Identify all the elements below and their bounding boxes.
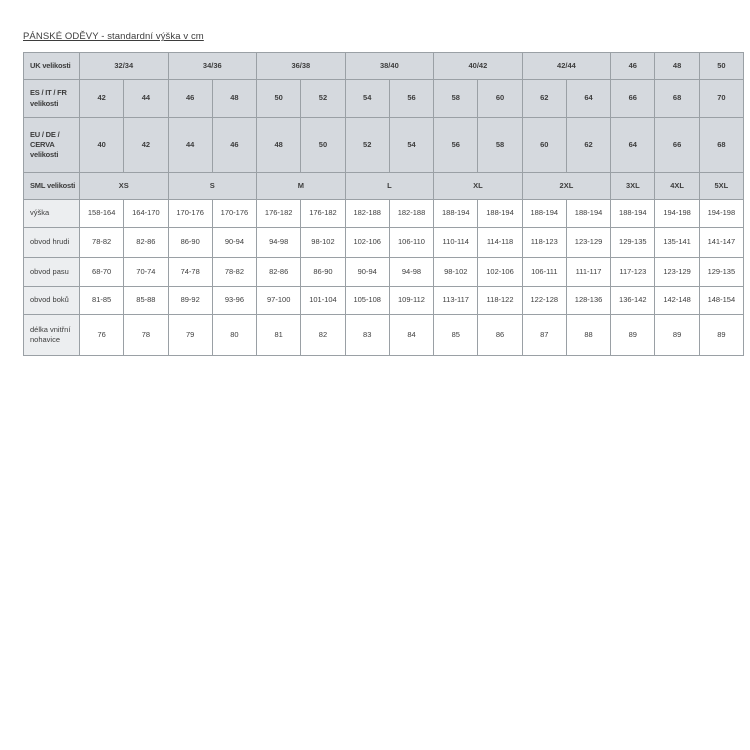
header-value-cell: 40 [80,118,124,173]
header-value-cell: XS [80,173,169,200]
header-value-cell: 44 [124,80,168,118]
value-cell: 135-141 [655,228,699,258]
value-cell: 128-136 [566,287,610,315]
value-cell: 98-102 [301,228,345,258]
value-cell: 68-70 [80,258,124,287]
value-cell: 85-88 [124,287,168,315]
header-value-cell: L [345,173,434,200]
value-cell: 106-111 [522,258,566,287]
value-cell: 74-78 [168,258,212,287]
row-label-cell: obvod hrudi [24,228,80,258]
size-chart-body [24,53,744,356]
size-chart-table [23,52,744,356]
header-value-cell: 50 [257,80,301,118]
row-label-cell: ES / IT / FR velikosti [24,80,80,118]
header-value-cell: 66 [655,118,699,173]
row-label-cell: UK velikosti [24,53,80,80]
value-cell: 122-128 [522,287,566,315]
header-value-cell: 68 [655,80,699,118]
value-cell: 188-194 [434,200,478,228]
header-value-cell: 42 [124,118,168,173]
table-row [24,258,744,287]
header-value-cell: 50 [301,118,345,173]
value-cell: 182-188 [345,200,389,228]
value-cell: 142-148 [655,287,699,315]
value-cell: 81-85 [80,287,124,315]
value-cell: 86 [478,315,522,356]
value-cell: 102-106 [478,258,522,287]
value-cell: 114-118 [478,228,522,258]
value-cell: 101-104 [301,287,345,315]
value-cell: 188-194 [522,200,566,228]
value-cell: 188-194 [566,200,610,228]
value-cell: 182-188 [389,200,433,228]
table-row [24,228,744,258]
value-cell: 109-112 [389,287,433,315]
value-cell: 111-117 [566,258,610,287]
value-cell: 89 [611,315,655,356]
table-row [24,287,744,315]
value-cell: 141-147 [699,228,743,258]
header-value-cell: S [168,173,257,200]
table-row [24,200,744,228]
value-cell: 117-123 [611,258,655,287]
row-label-cell: EU / DE / CERVA velikosti [24,118,80,173]
header-value-cell: 58 [434,80,478,118]
header-value-cell: 54 [345,80,389,118]
header-value-cell: 64 [611,118,655,173]
value-cell: 170-176 [168,200,212,228]
value-cell: 98-102 [434,258,478,287]
header-value-cell: 50 [699,53,743,80]
header-value-cell: 42 [80,80,124,118]
value-cell: 84 [389,315,433,356]
header-value-cell: 2XL [522,173,611,200]
value-cell: 129-135 [611,228,655,258]
value-cell: 90-94 [212,228,256,258]
header-value-cell: 48 [655,53,699,80]
header-value-cell: 5XL [699,173,743,200]
header-value-cell: 52 [301,80,345,118]
value-cell: 194-198 [655,200,699,228]
header-value-cell: 62 [522,80,566,118]
header-value-cell: 46 [611,53,655,80]
value-cell: 123-129 [655,258,699,287]
value-cell: 118-123 [522,228,566,258]
header-row [24,53,744,80]
header-value-cell: 52 [345,118,389,173]
header-value-cell: 36/38 [257,53,346,80]
header-value-cell: 66 [611,80,655,118]
header-value-cell: 54 [389,118,433,173]
value-cell: 76 [80,315,124,356]
value-cell: 136-142 [611,287,655,315]
value-cell: 85 [434,315,478,356]
header-value-cell: 68 [699,118,743,173]
value-cell: 158-164 [80,200,124,228]
size-chart-page [0,0,750,356]
value-cell: 164-170 [124,200,168,228]
value-cell: 81 [257,315,301,356]
row-label-cell: SML velikosti [24,173,80,200]
value-cell: 79 [168,315,212,356]
value-cell: 97-100 [257,287,301,315]
value-cell: 70-74 [124,258,168,287]
value-cell: 102-106 [345,228,389,258]
row-label-cell: délka vnitřní nohavice [24,315,80,356]
value-cell: 129-135 [699,258,743,287]
value-cell: 118-122 [478,287,522,315]
row-label-cell: obvod pasu [24,258,80,287]
header-value-cell: 56 [434,118,478,173]
value-cell: 110-114 [434,228,478,258]
value-cell: 82-86 [257,258,301,287]
header-value-cell: M [257,173,346,200]
header-value-cell: 62 [566,118,610,173]
value-cell: 148-154 [699,287,743,315]
value-cell: 86-90 [301,258,345,287]
header-value-cell: 40/42 [434,53,523,80]
value-cell: 82-86 [124,228,168,258]
header-value-cell: 48 [212,80,256,118]
value-cell: 94-98 [257,228,301,258]
row-label-cell: výška [24,200,80,228]
header-row [24,118,744,173]
header-value-cell: 38/40 [345,53,434,80]
header-value-cell: 48 [257,118,301,173]
value-cell: 176-182 [257,200,301,228]
table-row [24,315,744,356]
value-cell: 83 [345,315,389,356]
header-value-cell: 4XL [655,173,699,200]
value-cell: 188-194 [478,200,522,228]
value-cell: 88 [566,315,610,356]
page-title: PÁNSKÉ ODĚVY - standardní výška v cm [23,31,204,42]
header-value-cell: 64 [566,80,610,118]
value-cell: 82 [301,315,345,356]
header-value-cell: XL [434,173,523,200]
header-value-cell: 42/44 [522,53,611,80]
value-cell: 87 [522,315,566,356]
header-value-cell: 32/34 [80,53,169,80]
value-cell: 78-82 [80,228,124,258]
value-cell: 105-108 [345,287,389,315]
header-value-cell: 58 [478,118,522,173]
header-value-cell: 70 [699,80,743,118]
value-cell: 170-176 [212,200,256,228]
value-cell: 194-198 [699,200,743,228]
header-value-cell: 34/36 [168,53,257,80]
value-cell: 123-129 [566,228,610,258]
header-row [24,80,744,118]
value-cell: 176-182 [301,200,345,228]
value-cell: 89-92 [168,287,212,315]
row-label-cell: obvod boků [24,287,80,315]
value-cell: 89 [699,315,743,356]
value-cell: 89 [655,315,699,356]
value-cell: 188-194 [611,200,655,228]
value-cell: 78 [124,315,168,356]
header-value-cell: 46 [212,118,256,173]
value-cell: 106-110 [389,228,433,258]
value-cell: 90-94 [345,258,389,287]
header-value-cell: 60 [522,118,566,173]
value-cell: 94-98 [389,258,433,287]
value-cell: 78-82 [212,258,256,287]
header-value-cell: 56 [389,80,433,118]
header-row [24,173,744,200]
value-cell: 80 [212,315,256,356]
header-value-cell: 46 [168,80,212,118]
header-value-cell: 3XL [611,173,655,200]
value-cell: 113-117 [434,287,478,315]
header-value-cell: 44 [168,118,212,173]
value-cell: 86-90 [168,228,212,258]
value-cell: 93-96 [212,287,256,315]
header-value-cell: 60 [478,80,522,118]
